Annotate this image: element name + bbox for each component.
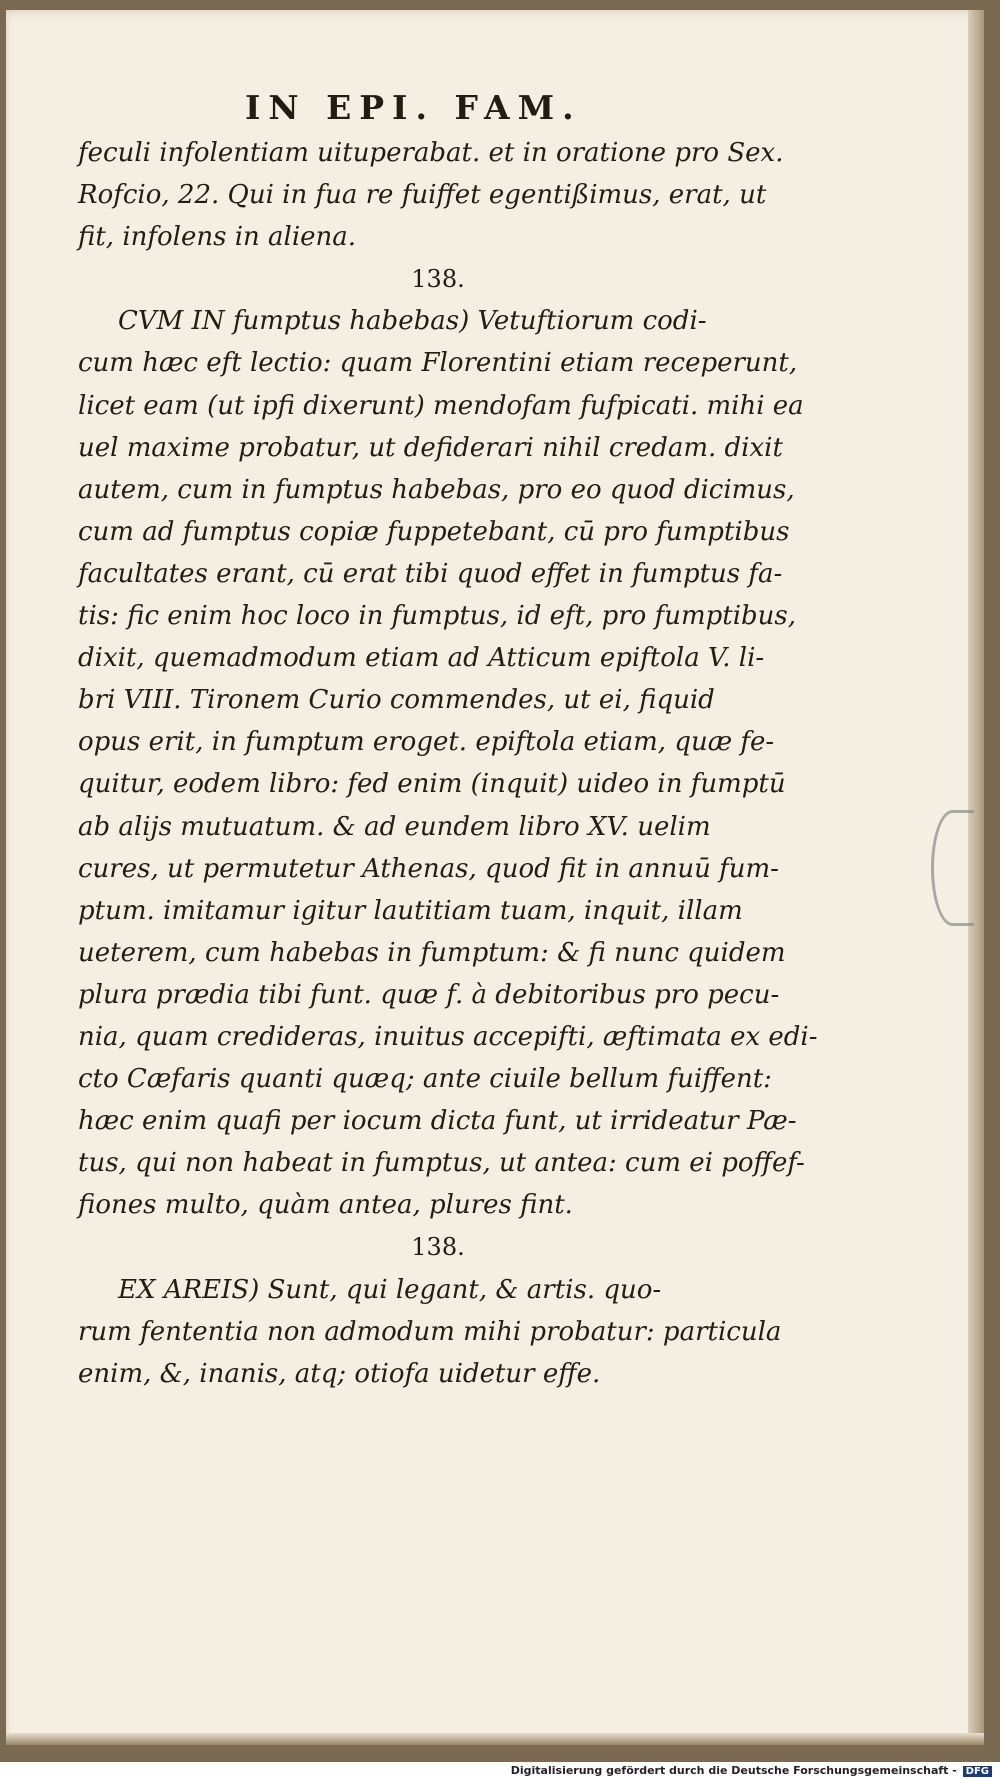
text-line: fit, infolens in aliena. (78, 222, 357, 253)
text-line: rum fententia non admodum mihi probatur: particula (78, 1316, 782, 1347)
text-line: plura prædia tibi funt. quæ f. à debitoribus pro pecu- (78, 979, 780, 1010)
text-line: autem, cum in fumptus habebas, pro eo quod dicimus, (78, 474, 795, 505)
text-line: cures, ut permutetur Athenas, quod fit in annuū fum- (78, 853, 779, 884)
text-line: feculi infolentiam uituperabat. et in oratione pro Sex. (78, 138, 784, 168)
text-line: ueterem, cum habebas in fumptum: & fi nunc quidem (78, 937, 786, 968)
dfg-logo: DFG (963, 1766, 992, 1777)
text-line: enim, &, inanis, atq; otiofa uidetur effe. (78, 1358, 601, 1389)
text-line: cum ad fumptus copiæ fuppetebant, cū pro fumptibus (78, 516, 790, 547)
text-line: uel maxime probatur, ut defiderari nihil credam. dixit (78, 432, 783, 463)
text-line: tis: fic enim hoc loco in fumptus, id eft, pro fumptibus, (78, 601, 797, 632)
text-line: CVM IN fumptus habebas) Vetuftiorum codi- (118, 306, 707, 337)
text-line: nia, quam credideras, inuitus accepifti, æftimata ex edi- (78, 1021, 818, 1052)
text-line: ptum. imitamur igitur lautitiam tuam, inquit, illam (78, 895, 743, 926)
note-number: 138. (411, 265, 465, 294)
page-bottom-edge (6, 1733, 984, 1745)
digitization-credit (511, 1764, 992, 1777)
text-line: Rofcio, 22. Qui in fua re fuiffet egentißimus, erat, ut (78, 180, 767, 211)
text-line: cum hæc eft lectio: quam Florentini etiam receperunt, (78, 348, 798, 379)
text-line: dixit, quemadmodum etiam ad Atticum epiftola V. li- (78, 643, 765, 674)
note-number: 138. (411, 1233, 465, 1262)
text-line: EX AREIS) Sunt, qui legant, & artis. quo- (118, 1274, 662, 1305)
text-line: hæc enim quafi per iocum dicta funt, ut irrideatur Pæ- (78, 1106, 797, 1137)
text-line: quitur, eodem libro: fed enim (inquit) uideo in fumptū (78, 769, 786, 800)
body-text (78, 132, 818, 1395)
text-line: tus, qui non habeat in fumptus, ut antea: cum ei poffef- (78, 1148, 805, 1179)
text-line: bri VIII. Tironem Curio commendes, ut ei, fiquid (78, 685, 715, 716)
text-line: licet eam (ut ipfi dixerunt) mendofam fufpicati. mihi ea (78, 390, 804, 421)
credit-text: Digitalisierung gefördert durch die Deutsche Forschungsgemeinschaft - (510, 1764, 957, 1777)
text-line: fiones multo, quàm antea, plures fint. (78, 1190, 573, 1221)
text-line: opus erit, in fumptum eroget. epiftola etiam, quæ fe- (78, 727, 775, 758)
running-head: IN EPI. FAM. (245, 88, 582, 127)
page-clip (931, 810, 974, 926)
text-line: facultates erant, cū erat tibi quod effet in fumptus fa- (78, 558, 783, 589)
text-line: cto Cæfaris quanti quæq; ante ciuile bellum fuiffent: (78, 1064, 772, 1095)
text-line: ab alijs mutuatum. & ad eundem libro XV. uelim (78, 811, 711, 842)
